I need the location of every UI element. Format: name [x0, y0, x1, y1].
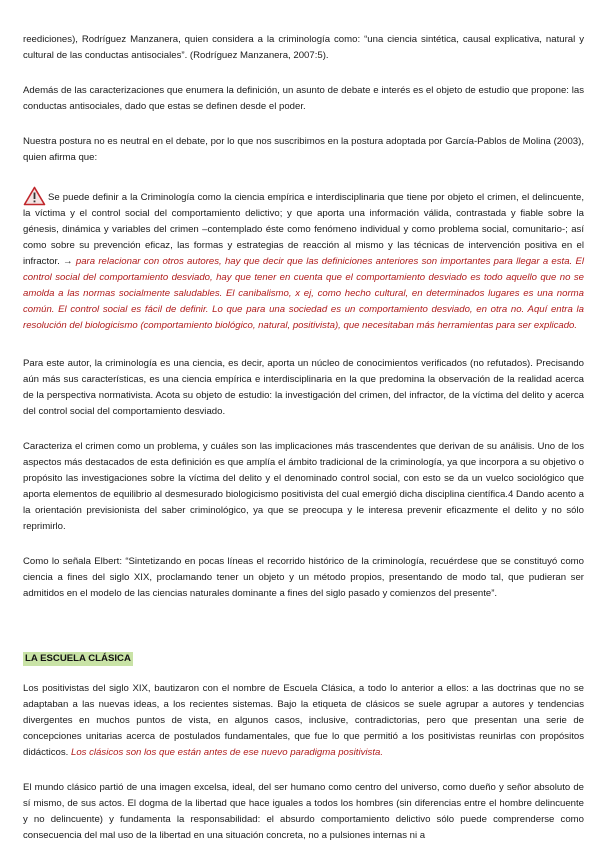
paragraph-author-criminology-science: Para este autor, la criminología es una ciencia, es decir, aporta un núcleo de conocimientos verificados (no refutados). Precisando aún más sus características, es una ciencia empírica e interdisciplinaria en la que predomina la observación de la realidad acerca de la perspectiva normativista. Acota su objeto de estudio: la investigación del crimen, del infractor, de la víctima del delito y acerca del control social del comportamiento desviado.	[23, 358, 584, 417]
paragraph-garcia-pablos-intro: Nuestra postura no es neutral en el debate, por lo que nos suscribimos en la postura adoptada por García-Pablos de Molina (2003), quien afirma que:	[23, 136, 584, 163]
section-heading-escuela-clasica: LA ESCUELA CLÁSICA	[25, 653, 131, 664]
paragraph-crime-characterization: Caracteriza el crimen como un problema, y cuáles son las implicaciones más trascendentes que derivan de su análisis. Uno de los aspectos más destacados de esta definición es que amplía el ámbito tradicional de la criminología, ya que incorpora a su objetivo o propósito las investigaciones sobre la víctima del delito y el denominado control social, con esto se da un vuelco sociológico que aporta elementos de equilibrio al desmesurado biologicismo positivista del cual emergió dicha disciplina científica.4 Dando acento a la orientación previsionista del saber criminológico, ya que se preocupa y le interesa prevenir eficazmente el delito y no sólo reprimirlo.	[23, 441, 584, 532]
paragraph-positivistas	[23, 681, 584, 761]
paragraph-rodriguez-definition: reediciones), Rodríguez Manzanera, quien considera a la criminología como: “una ciencia sintética, causal explicativa, natural y cultural de las conductas antisociales”. (Rodríguez Manzanera, 2007:5).	[23, 34, 584, 61]
paragraph-antisocial-conduct: Además de las caracterizaciones que enumera la definición, un asunto de debate e interés es el objeto de estudio que propone: las conductas antisociales, dado que estas se definen desde el poder.	[23, 85, 584, 112]
annotation-note-red: para relacionar con otros autores, hay que decir que las definiciones anteriores son importantes para llegar a esta. El control social del comportamiento desviado, hay que tener en cuenta que el comportamiento desviado es todo aquello que no se amolda a las normas socialmente saludables. El canibalismo, x ej, como hecho cultural, en determinados lugares es una norma común. El control social es fácil de definir. Lo que para una sociedad es un comportamiento desviado, en otra no. Aquí entra la resolución del biologicismo (comportamiento biológico, natural, positivista), que necesitaban más herramientas para ser explicado.	[23, 256, 584, 331]
paragraph-elbert-quote: Como lo señala Elbert: “Sintetizando en pocas líneas el recorrido histórico de la criminología, recuérdese que se constituyó como ciencia a fines del siglo XIX, proclamando tener un objeto y un método propios, presentando de modo tal, que pudieran ser admitidos en el modelo de las ciencias naturales dominante a fines del siglo pasado y comienzos del presente”.	[23, 556, 584, 599]
warning-triangle-icon	[23, 186, 46, 206]
definition-quote-block	[23, 186, 584, 334]
positivistas-text: Los positivistas del siglo XIX, bautizaron con el nombre de Escuela Clásica, a todo lo anterior a ellos: a las doctrinas que no se adaptaban a las nuevas ideas, a los recientes sistemas. Bajo la etiqueta de clásicos se suele agrupar a autores y tendencias divergentes en muchos puntos de vista, en algunos casos, inclusive, contradictorias, pero que presentan una serie de concepciones unitarias acerca de postulados fundamentales, que fue lo que permitió a los positivistas reunirlas con propósitos didácticos.	[23, 683, 584, 758]
annotation-clasicos-red: Los clásicos son los que están antes de ese nuevo paradigma positivista.	[71, 747, 383, 758]
paragraph-mundo-clasico: El mundo clásico partió de una imagen excelsa, ideal, del ser humano como centro del universo, como dueño y señor absoluto de sí mismo, de sus actos. El dogma de la libertad que hace iguales a todos los hombres (sin diferencias entre el hombre delincuente y no delincuente) y fundamenta la responsabilidad: el absurdo comportamiento delictivo sólo puede comprenderse como consecuencia del mal uso de la libertad en una situación concreta, no a pulsiones internas ni a	[23, 782, 584, 841]
paragraph-criminology-definition	[23, 186, 584, 334]
definition-text: Se puede definir a la Criminología como la ciencia empírica e interdisciplinaria que tiene por objeto el crimen, el delincuente, la víctima y el control social del comportamiento delictivo; y que aporta una información válida, contrastada y fiable sobre la génesis, dinámica y variables del crimen –contemplado éste como fenómeno individual y como problema social, comunitario-; así como sobre su prevención eficaz, las formas y estrategias de reacción al mismo y las técnicas de intervención positiva en el infractor. →	[23, 192, 584, 267]
